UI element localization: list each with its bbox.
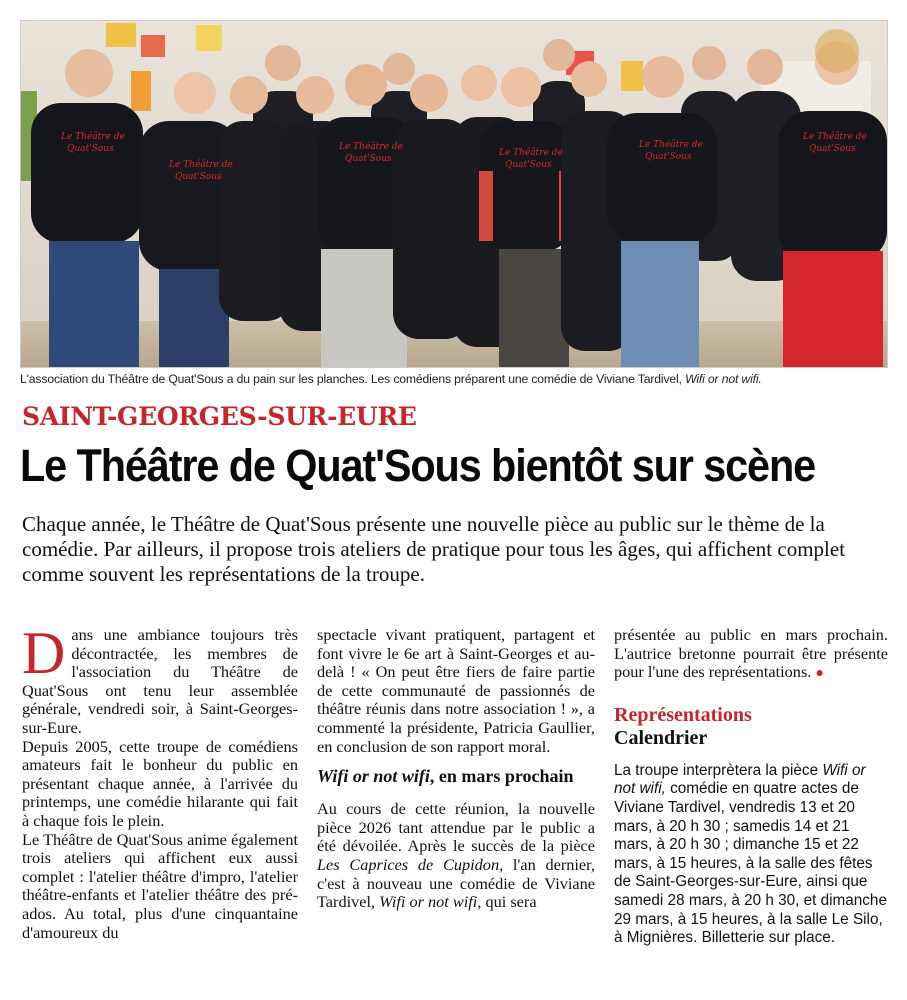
svg-text:Quat'Sous: Quat'Sous [175,172,222,182]
caption-main: L'association du Théâtre de Quat'Sous a du pain sur les planches. Les comédiens préparent une comédie de Viviane Tardivel, [20,372,682,386]
end-mark-icon: ● [815,666,824,682]
paragraph-intro [22,620,298,738]
svg-text:Le Théâtre de: Le Théâtre de [61,132,125,142]
paragraph-1-text: ans une ambiance toujours très décontractée, les membres de l'association du Théâtre de Quat'Sous ont tenu leur assemblée générale, vendredi soir, à Saint-Georges-sur-Eure. [22,625,298,737]
dropcap: D [22,620,66,686]
sidebar-title: Représentations [614,703,752,726]
paragraph-6-text: présentée au public en mars prochain. L'autrice bretonne pourrait être présente pour l'une des représentations. [614,625,888,682]
play-title-1: Les Caprices de Cupidon [317,854,500,874]
svg-text:Quat'Sous: Quat'Sous [67,144,114,154]
svg-text:Le Théâtre de: Le Théâtre de [499,148,563,158]
paragraph-5b: , l'an dernier, c'est à nouveau une comédie de Viviane Tardivel, [317,854,595,912]
paragraph-5c: , qui sera [477,892,537,912]
column-2 [317,626,595,912]
svg-text:Quat'Sous: Quat'Sous [505,160,552,170]
subhead-rest: , en mars prochain [429,766,574,787]
sidebar-subtitle: Calendrier [614,726,708,749]
paragraph-5a: Au cours de cette réunion, la nouvelle pièce 2026 tant attendue par le public a été dévoilée. Après le succès de la pièce [317,799,595,856]
svg-text:Le Théâtre de: Le Théâtre de [639,140,703,150]
calendar-play: Wifi or not wifi, [614,761,866,798]
column-3 [614,626,888,948]
svg-text:Quat'Sous: Quat'Sous [809,144,856,154]
paragraph-2: Depuis 2005, cette troupe de comédiens amateurs fait le bonheur du public en présentant chaque année, à l'arrivée du printemps, une comédie hilarante qui fait à chaque fois le plein. [22,736,298,830]
svg-text:Le Théâtre de: Le Théâtre de [339,142,403,152]
paragraph-5 [317,800,595,912]
svg-text:Le Théâtre de: Le Théâtre de [803,132,867,142]
subhead-play: Wifi or not wifi [317,766,430,787]
calendar-text-b: comédie en quatre actes de Viviane Tardivel, vendredis 13 et 20 mars, à 20 h 30 ; samedis 14 et 21 mars, à 20 h 30 ; dimanche 15 et 22 mars, à 15 heures, à la salle des fêtes de Saint-Georges-sur-Eure, ainsi que samedi 28 mars, à 20 h 30, et dimanche 29 mars, à 15 heures, à la salle Le Silo, à Mignières. Billetterie sur place. [614,780,887,947]
column-1 [22,620,298,942]
paragraph-3: Le Théâtre de Quat'Sous anime également trois ateliers qui affichent eux aussi complet : l'atelier théâtre d'impro, l'atelier théâtre-enfants et l'atelier théâtre des pré-ados. Au total, plus d'une cinquantaine d'amoureux du [22,829,298,942]
svg-text:Quat'Sous: Quat'Sous [645,152,692,162]
calendar-text-a: La troupe interprètera la pièce [614,761,819,779]
svg-text:Le Théâtre de: Le Théâtre de [169,160,233,170]
svg-text:Quat'Sous: Quat'Sous [345,154,392,164]
group-photo [20,20,888,368]
article-chapeau: Chaque année, le Théâtre de Quat'Sous présente une nouvelle pièce au public sur le thème de la comédie. Par ailleurs, il propose trois ateliers de pratique pour tous les âges, qui affichent complet comme souvent les représentations de la troupe. [22,512,846,586]
photo-caption [20,372,888,386]
play-title-2: Wifi or not wifi [379,892,478,912]
article-headline: Le Théâtre de Quat'Sous bientôt sur scène [20,440,816,491]
article-subhead [317,766,595,786]
article-kicker: SAINT-GEORGES-SUR-EURE [22,402,417,431]
paragraph-6 [614,626,888,684]
caption-play-title: Wifi or not wifi. [685,372,762,386]
paragraph-4: spectacle vivant pratiquent, partagent et font vivre le 6e art à Saint-Georges et au-delà ! « On peut être fiers de faire partie de cette communauté de passionnés de théâtre réunis dans notre association ! », a commenté la présidente, Patricia Gaullier, en conclusion de son rapport moral. [317,625,595,756]
calendar-text [614,762,888,948]
